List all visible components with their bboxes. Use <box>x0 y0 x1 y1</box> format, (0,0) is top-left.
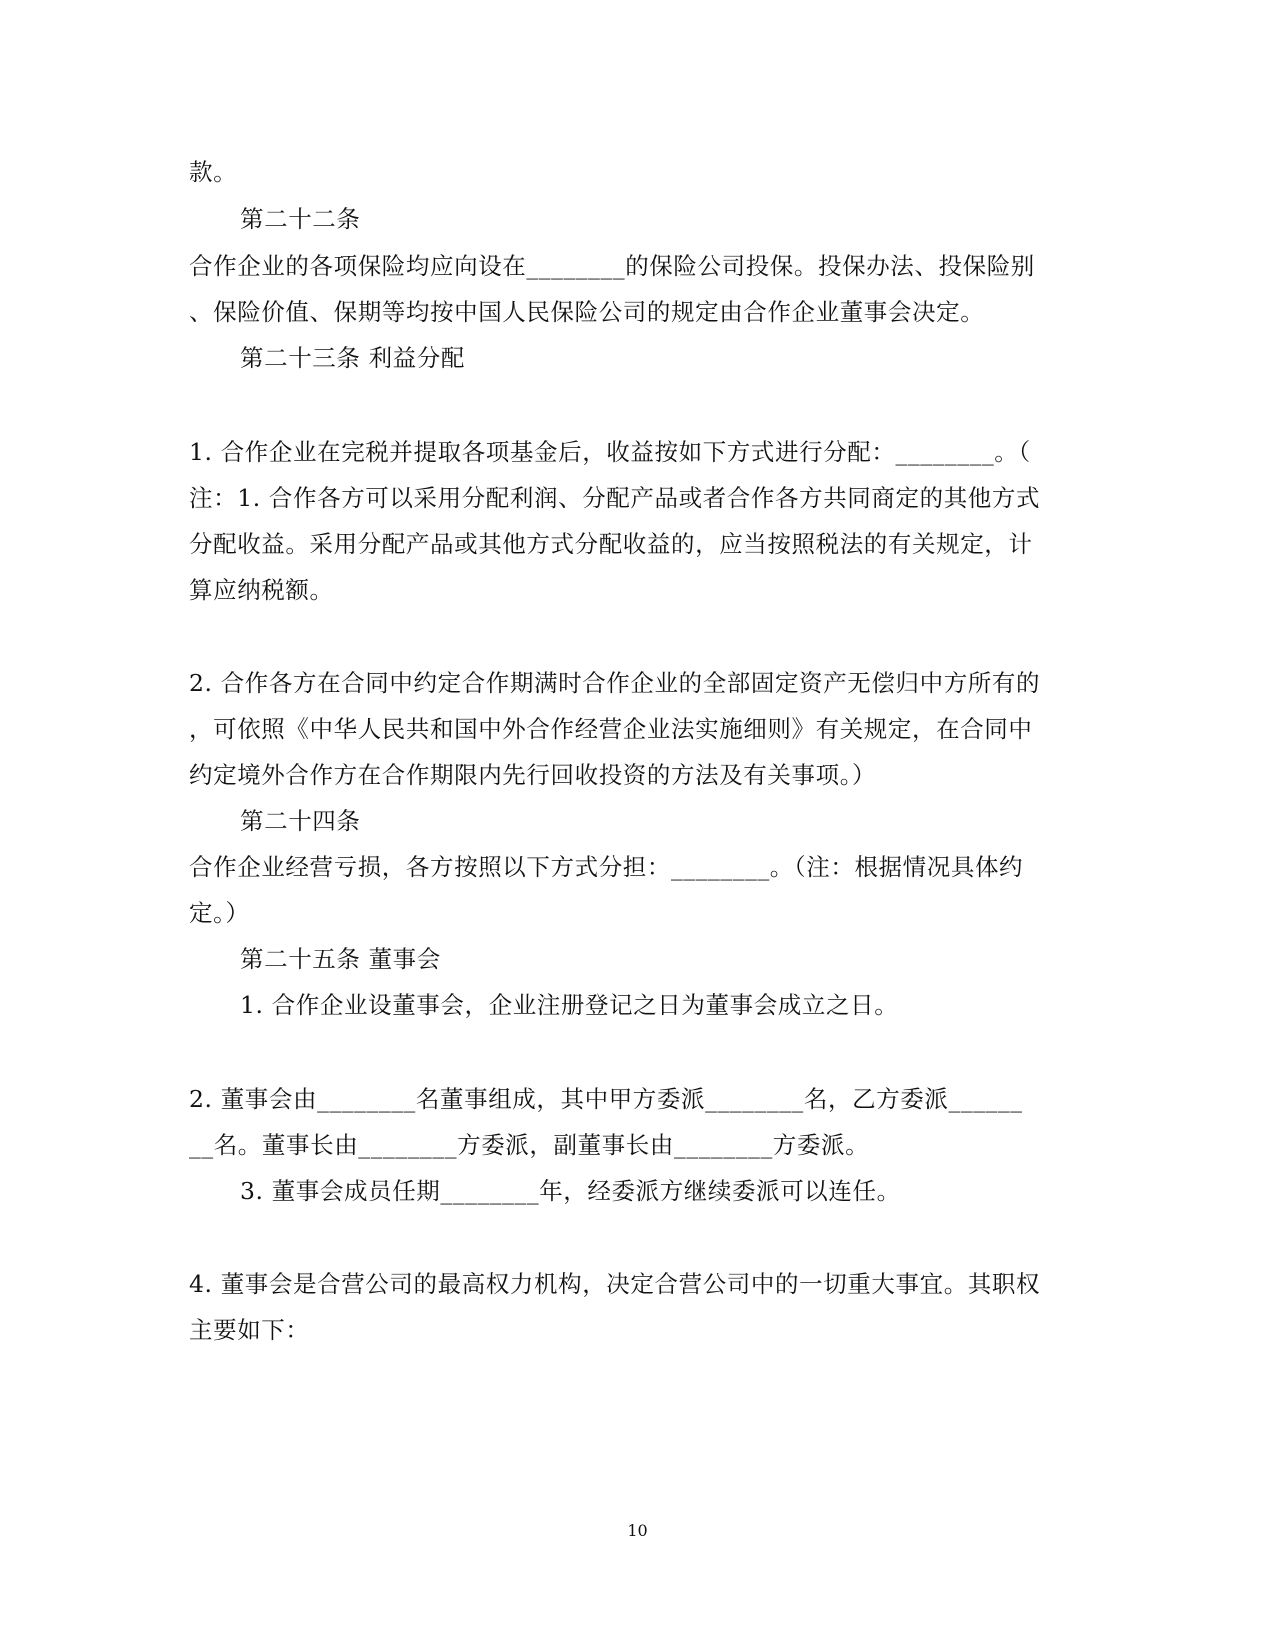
paragraph-line: 2. 合作各方在合同中约定合作期满时合作企业的全部固定资产无偿归中方所有的 <box>189 669 1041 697</box>
article-heading: 第二十二条 <box>240 205 361 233</box>
paragraph-line: 2. 董事会由________名董事组成，其中甲方委派________名，乙方委派______ <box>189 1085 1023 1113</box>
paragraph-line: 分配收益。采用分配产品或其他方式分配收益的，应当按照税法的有关规定，计 <box>189 530 1033 558</box>
paragraph-line: 1. 合作企业设董事会，企业注册登记之日为董事会成立之日。 <box>240 991 899 1019</box>
paragraph-line: 3. 董事会成员任期________年，经委派方继续委派可以连任。 <box>240 1177 901 1205</box>
article-heading: 第二十三条 利益分配 <box>240 344 465 372</box>
article-heading: 第二十五条 董事会 <box>240 945 441 973</box>
paragraph-line: 、保险价值、保期等均按中国人民保险公司的规定由合作企业董事会决定。 <box>189 298 985 326</box>
article-heading: 第二十四条 <box>240 807 361 835</box>
paragraph-line: 4. 董事会是合营公司的最高权力机构，决定合营公司中的一切重大事宜。其职权 <box>189 1270 1041 1298</box>
paragraph-line: 约定境外合作方在合作期限内先行回收投资的方法及有关事项。） <box>189 761 877 789</box>
paragraph-line: 定。） <box>189 899 250 927</box>
paragraph-line: 主要如下： <box>189 1316 310 1344</box>
paragraph-line: ，可依照《中华人民共和国中外合作经营企业法实施细则》有关规定，在合同中 <box>189 715 1033 743</box>
paragraph-line: 合作企业经营亏损，各方按照以下方式分担：________。（注：根据情况具体约 <box>189 853 1024 881</box>
paragraph-line: 算应纳税额。 <box>189 576 334 604</box>
paragraph-line: 款。 <box>189 158 238 186</box>
paragraph-line: __名。董事长由________方委派，副董事长由________方委派。 <box>189 1131 870 1159</box>
paragraph-line: 注：1. 合作各方可以采用分配利润、分配产品或者合作各方共同商定的其他方式 <box>189 484 1041 512</box>
paragraph-line: 合作企业的各项保险均应向设在________的保险公司投保。投保办法、投保险别 <box>189 252 1035 280</box>
paragraph-line: 1. 合作企业在完税并提取各项基金后，收益按如下方式进行分配：________。（ <box>189 438 1031 466</box>
page-number: 10 <box>627 1521 648 1540</box>
